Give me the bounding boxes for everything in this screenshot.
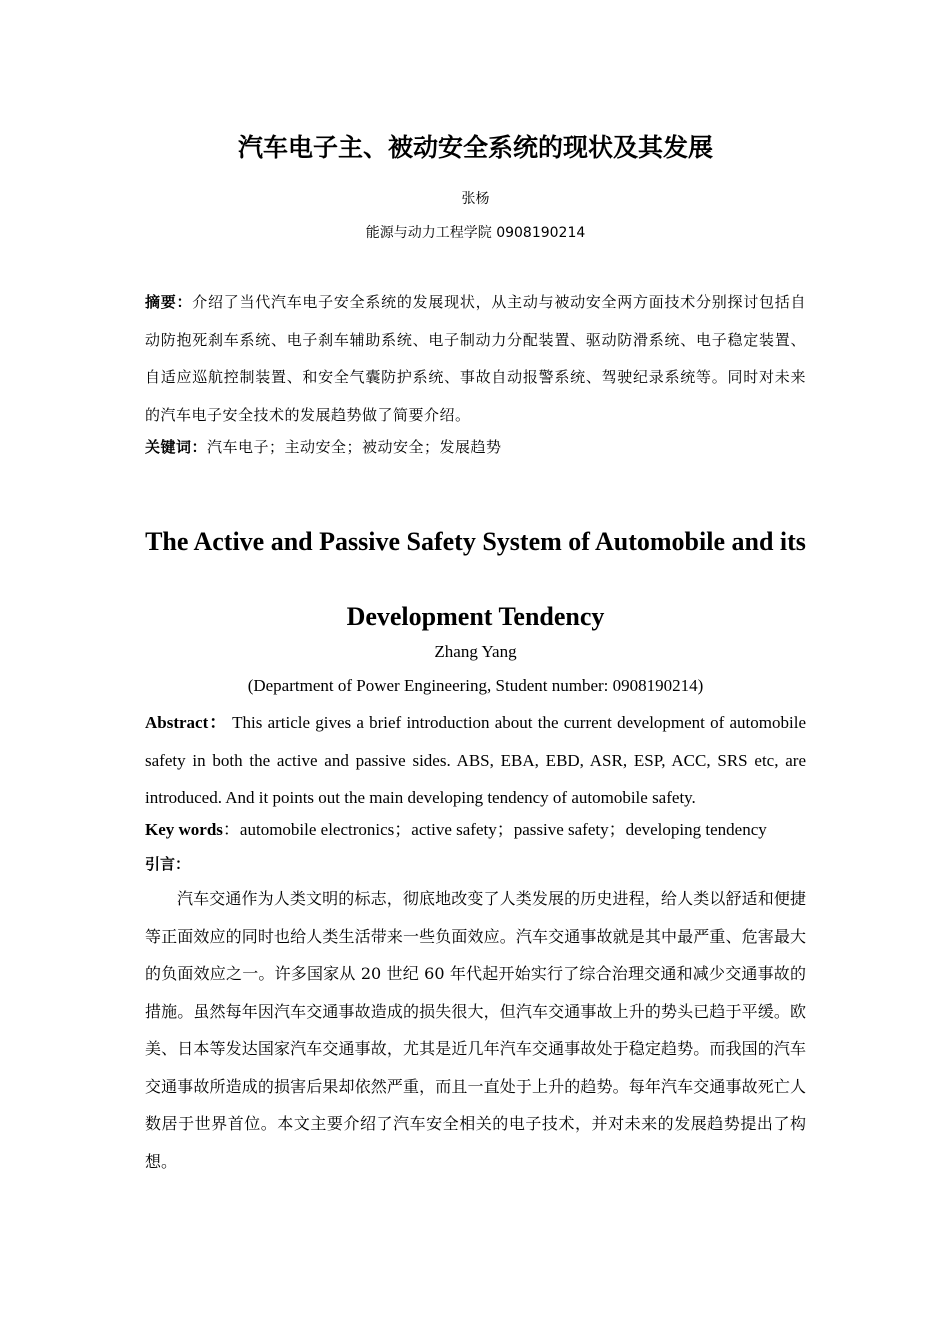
chinese-keywords-text: 汽车电子；主动安全；被动安全；发展趋势: [207, 438, 502, 456]
intro-heading-label: 引言：: [145, 855, 191, 873]
english-abstract: [145, 704, 806, 817]
english-abstract-label: Abstract：: [145, 713, 228, 732]
intro-paragraph: 汽车交通作为人类文明的标志，彻底地改变了人类发展的历史进程，给人类以舒适和便捷等正面效应的同时也给人类生活带来一些负面效应。汽车交通事故就是其中最严重、危害最大的负面效应之一。许多国家从 20 世纪 60 年代起开始实行了综合治理交通和减少交通事故的措施。虽然每年因汽车交通事故造成的损失很大，但汽车交通事故上升的势头已趋于平缓。欧美、日本等发达国家汽车交通事故，尤其是近几年汽车交通事故处于稳定趋势。而我国的汽车交通事故所造成的损害后果却依然严重，而且一直处于上升的趋势。每年汽车交通事故死亡人数居于世界首位。本文主要介绍了汽车安全相关的电子技术，并对未来的发展趋势提出了构想。: [145, 889, 806, 1171]
english-title: [145, 504, 806, 654]
english-affiliation: (Department of Power Engineering, Student number: 0908190214): [247, 676, 704, 695]
english-abstract-text: This article gives a brief introduction about the current development of automobile safety in both the active and passive sides. ABS, EBA, EBD, ASR, ESP, ACC, SRS etc, are introduced. And it points out the main developing tendency of automobile safety.: [145, 713, 806, 807]
chinese-keywords: [145, 433, 806, 461]
english-keywords: [145, 817, 806, 843]
english-author: Zhang Yang: [434, 642, 517, 661]
chinese-keywords-label: 关键词：: [145, 438, 208, 456]
chinese-affiliation: [145, 222, 806, 244]
chinese-abstract-text: 介绍了当代汽车电子安全系统的发展现状，从主动与被动安全两方面技术分别探讨包括自动防抱死刹车系统、电子刹车辅助系统、电子制动力分配装置、驱动防滑系统、电子稳定装置、自适应巡航控制装置、和安全气囊防护系统、事故自动报警系统、驾驶纪录系统等。同时对未来的汽车电子安全技术的发展趋势做了简要介绍。: [145, 293, 806, 424]
english-title-line-2: Development Tendency: [346, 602, 605, 631]
english-keywords-text: ：automobile electronics；active safety；passive safety；developing tendency: [222, 820, 767, 839]
chinese-abstract: [145, 284, 806, 434]
chinese-abstract-label: 摘要：: [145, 293, 193, 311]
english-keywords-label: Key words: [145, 820, 223, 839]
english-title-line-1: The Active and Passive Safety System of Automobile and its: [145, 527, 806, 556]
affiliation-name: 能源与动力工程学院: [365, 225, 492, 241]
student-number: 0908190214: [496, 225, 586, 241]
chinese-author: 张杨: [461, 191, 490, 207]
chinese-title: 汽车电子主、被动安全系统的现状及其发展: [237, 133, 713, 162]
intro-heading: [145, 851, 806, 877]
